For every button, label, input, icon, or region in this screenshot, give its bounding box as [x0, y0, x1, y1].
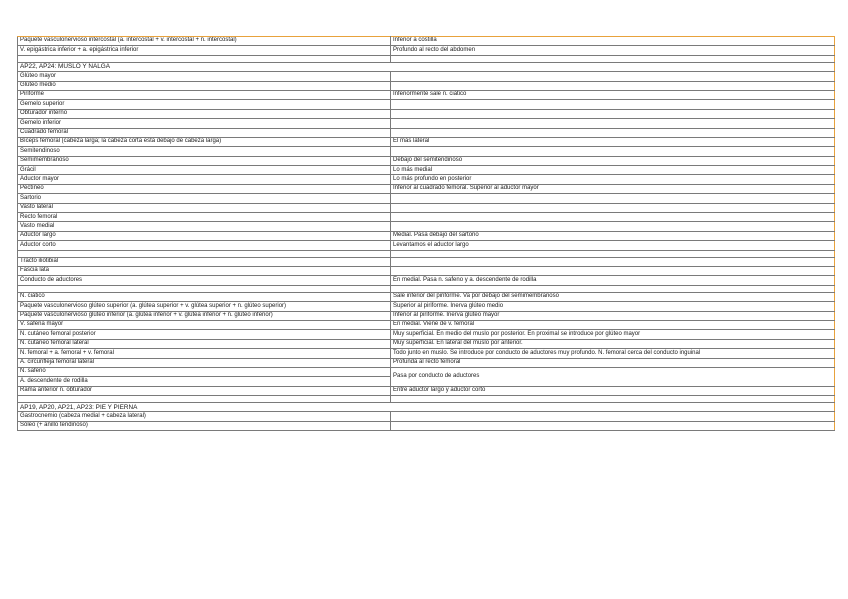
structure-cell: Paquete vasculonervioso glúteo inferior (a. glútea inferior + v. glútea inferior + n. glúteo inferior) [18, 311, 391, 320]
description-cell: Profundo al recto del abdomen [391, 46, 835, 55]
structure-cell: Glúteo medio [18, 81, 391, 90]
structure-cell: Aductor corto [18, 241, 391, 250]
blank-row [18, 396, 835, 403]
table-row [18, 37, 835, 46]
table-row [18, 72, 835, 81]
structure-cell: Semimembranoso [18, 156, 391, 165]
table-row [18, 156, 835, 165]
table-row [18, 231, 835, 240]
section-title: AP19, AP20, AP21, AP23: PIE Y PIERNA [18, 403, 835, 412]
table-row [18, 147, 835, 156]
table-row [18, 184, 835, 193]
structure-cell: Obturador interno [18, 109, 391, 118]
table-row [18, 292, 835, 301]
structure-cell: V. epigástrica inferior + a. epigástrica inferior [18, 46, 391, 55]
table-row [18, 81, 835, 90]
table-row [18, 46, 835, 55]
description-cell [391, 119, 835, 128]
empty-cell [391, 55, 835, 62]
table-row [18, 137, 835, 146]
description-cell: Inferiormente sale n. ciático [391, 90, 835, 99]
empty-cell [18, 285, 391, 292]
description-cell: Medial. Pasa debajo del sartorio [391, 231, 835, 240]
description-cell [391, 128, 835, 137]
description-cell [391, 266, 835, 275]
table-row [18, 203, 835, 212]
description-cell: Sale inferior del piriforme. Va por debajo del semimembranoso [391, 292, 835, 301]
structure-cell: A. descendente de rodilla [18, 377, 391, 386]
description-cell: Todo junto en muslo. Se introduce por conducto de aductores muy profundo. N. femoral cerca del conducto inguinal [391, 349, 835, 358]
structure-cell: V. safena mayor [18, 320, 391, 329]
structure-cell: N. cutáneo femoral posterior [18, 330, 391, 339]
structure-cell: Cuadrado femoral [18, 128, 391, 137]
table-row [18, 175, 835, 184]
description-cell: Inferior al piriforme. Inerva glúteo mayor [391, 311, 835, 320]
structure-cell: Piriforme [18, 90, 391, 99]
description-cell [391, 72, 835, 81]
table-row [18, 367, 835, 376]
empty-cell [391, 250, 835, 257]
description-cell [391, 194, 835, 203]
description-cell: Muy superficial. En medio del muslo por posterior. En proximal se introduce por glúteo mayor [391, 330, 835, 339]
table-row [18, 119, 835, 128]
structure-cell: A. circunfleja femoral lateral [18, 358, 391, 367]
structure-cell: Gastrocnemio (cabeza medial + cabeza lateral) [18, 412, 391, 421]
structure-cell: Paquete vasculonervioso glúteo superior (a. glútea superior + v. glútea superior + n. glúteo superior) [18, 302, 391, 311]
empty-cell [391, 285, 835, 292]
empty-cell [391, 396, 835, 403]
description-cell: Lo más medial [391, 166, 835, 175]
structure-cell: N. femoral + a. femoral + v. femoral [18, 349, 391, 358]
structure-cell: Gemelo inferior [18, 119, 391, 128]
empty-cell [18, 396, 391, 403]
description-cell: Inferior a costilla [391, 37, 835, 46]
description-cell [391, 213, 835, 222]
description-cell: Superior al piriforme. Inerva glúteo medio [391, 302, 835, 311]
structure-cell: Bíceps femoral (cabeza larga; la cabeza corta está debajo de cabeza larga) [18, 137, 391, 146]
table-row [18, 100, 835, 109]
table-row [18, 194, 835, 203]
description-cell: En medial. Viene de v. femoral [391, 320, 835, 329]
structure-cell: Grácil [18, 166, 391, 175]
structure-cell: N. cutáneo femoral lateral [18, 339, 391, 348]
table-row [18, 311, 835, 320]
description-cell: Debajo del semitendinoso [391, 156, 835, 165]
structure-cell: Paquete vasculonervioso intercostal (a. intercostal + v. intercostal + n. intercostal) [18, 37, 391, 46]
description-cell [391, 147, 835, 156]
section-header-row [18, 62, 835, 71]
table-row [18, 128, 835, 137]
table-row [18, 109, 835, 118]
table-row [18, 222, 835, 231]
notes-table [17, 36, 835, 431]
description-cell: Lo más profundo en posterior [391, 175, 835, 184]
table-row [18, 276, 835, 285]
description-cell: Inferior al cuadrado femoral. Superior al aductor mayor [391, 184, 835, 193]
description-cell: Profunda al recto femoral [391, 358, 835, 367]
table-row [18, 266, 835, 275]
description-cell [391, 257, 835, 266]
description-cell [391, 421, 835, 430]
structure-cell: Aductor mayor [18, 175, 391, 184]
description-cell [391, 100, 835, 109]
description-cell: El más lateral [391, 137, 835, 146]
table-row [18, 339, 835, 348]
description-cell [391, 412, 835, 421]
table-row [18, 320, 835, 329]
description-cell: Muy superficial. En lateral del muslo por anterior. [391, 339, 835, 348]
structure-cell: Pectíneo [18, 184, 391, 193]
notes-table-body [18, 37, 835, 431]
structure-cell: Sartorio [18, 194, 391, 203]
structure-cell: Recto femoral [18, 213, 391, 222]
table-row [18, 241, 835, 250]
table-row [18, 412, 835, 421]
table-row [18, 213, 835, 222]
description-cell [391, 222, 835, 231]
structure-cell: Fascia lata [18, 266, 391, 275]
structure-cell: N. ciático [18, 292, 391, 301]
description-cell [391, 81, 835, 90]
description-cell: Levantamos el aductor largo [391, 241, 835, 250]
table-row [18, 349, 835, 358]
structure-cell: Sóleo (+ anillo tendinoso) [18, 421, 391, 430]
structure-cell: Semitendinoso [18, 147, 391, 156]
table-row [18, 90, 835, 99]
description-cell [391, 203, 835, 212]
table-row [18, 386, 835, 395]
structure-cell: Vasto lateral [18, 203, 391, 212]
empty-cell [18, 55, 391, 62]
blank-row [18, 250, 835, 257]
section-title: AP22, AP24: MUSLO Y NALGA [18, 62, 835, 71]
table-row [18, 302, 835, 311]
table-row [18, 421, 835, 430]
blank-row [18, 55, 835, 62]
table-row [18, 166, 835, 175]
description-cell: Entre aductor largo y aductor corto [391, 386, 835, 395]
structure-cell: Aductor largo [18, 231, 391, 240]
structure-cell: Glúteo mayor [18, 72, 391, 81]
section-header-row [18, 403, 835, 412]
structure-cell: N. safeno [18, 367, 391, 376]
description-cell [391, 109, 835, 118]
description-cell: En medial. Pasa n. safeno y a. descendente de rodilla [391, 276, 835, 285]
structure-cell: Vasto medial [18, 222, 391, 231]
table-row [18, 330, 835, 339]
structure-cell: Rama anterior n. obturador [18, 386, 391, 395]
blank-row [18, 285, 835, 292]
table-row [18, 257, 835, 266]
empty-cell [18, 250, 391, 257]
structure-cell: Gemelo superior [18, 100, 391, 109]
structure-cell: Tracto iliotibial [18, 257, 391, 266]
table-row [18, 358, 835, 367]
description-cell: Pasa por conducto de aductores [391, 367, 835, 386]
structure-cell: Conducto de aductores [18, 276, 391, 285]
